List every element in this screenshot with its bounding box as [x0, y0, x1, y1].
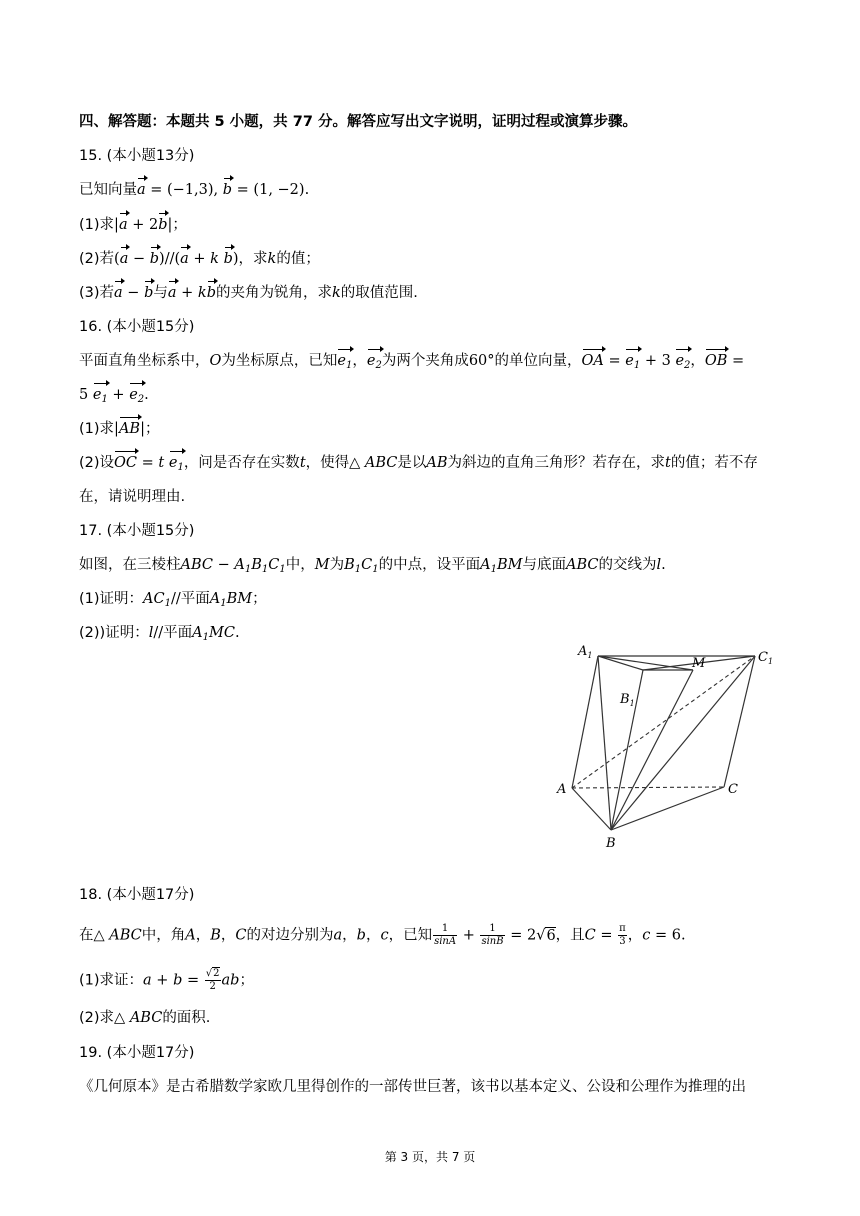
problem-16-header: 16. (本小题15分) — [79, 319, 195, 335]
problem-19-header: 19. (本小题17分) — [79, 1045, 195, 1061]
problem-18-header: 18. (本小题17分) — [79, 887, 195, 903]
edge-aa1 — [572, 656, 598, 788]
edge-b-c — [611, 787, 724, 830]
edge-a-b — [572, 788, 611, 830]
problem-16-line2: 5 $e_1 + e_2$. — [79, 385, 149, 410]
edge-b-c1 — [611, 656, 755, 830]
label-b: B — [606, 836, 616, 851]
problem-17-part2: (2))证明：l//平面$A_1MC$. — [79, 625, 240, 643]
problem-15-part3: (3)若a − b与a + kb的夹角为锐角，求k的取值范围. — [79, 285, 418, 301]
problem-17-part1: (1)证明：$AC_1//$平面$A_1BM$； — [79, 591, 267, 609]
label-m: M — [692, 656, 706, 671]
label-c1: $C_1$ — [758, 650, 774, 666]
section-heading: 四、解答题：本题共 5 小题，共 77 分。解答应写出文字说明，证明过程或演算步骤。 — [79, 114, 637, 130]
problem-17-header: 17. (本小题15分) — [79, 523, 195, 539]
edge-a1-b — [598, 656, 611, 830]
label-a: A — [557, 782, 567, 797]
problem-17-given: 如图，在三棱柱ABC − $A_1B_1C_1$中，M为$B_1C_1$的中点，设平面$A_1BM$与底面ABC的交线为l. — [79, 557, 666, 575]
edge-a1-m — [598, 656, 693, 670]
problem-18-part2: (2)求△ ABC的面积. — [79, 1010, 211, 1026]
problem-16-part2-cont: 在，请说明理由. — [79, 489, 186, 505]
problem-16-line1: 平面直角坐标系中，O为坐标原点，已知$e_1$，$e_2$为两个夹角成60°的单位向量，OA = $e_1 + 3$ $e_2$，OB = — [79, 351, 744, 376]
problem-16-part1: (1)求|AB|； — [79, 421, 160, 437]
problem-18-given: 在△ ABC中，角A，B，C的对边分别为a，b，c，已知 $\frac{1}{\sin A}$ + $\frac{1}{\sin B}$ = 2√6，且C = $\frac{\pi}{3}$ ，c = 6. — [79, 923, 686, 947]
page-footer: 第 3 页，共 7 页 — [384, 1150, 476, 1164]
problem-15-header: 15. (本小题13分) — [79, 148, 195, 164]
problem-16-part2: (2)设OC = t $e_1$，问是否存在实数t，使得△ ABC是以AB为斜边的直角三角形？若存在，求t的值；若不存 — [79, 453, 758, 478]
problem-15-given: 已知向量a = (−1,3), b = (1, −2). — [79, 182, 310, 198]
problem-15-part2: (2)若(a − b)//(a + k b)，求k的值； — [79, 251, 320, 267]
label-a1: $A_1$ — [578, 644, 593, 660]
problem-15-part1: (1)求|a + 2b|； — [79, 217, 187, 233]
edge-a-c-dashed — [572, 787, 724, 788]
edge-a1-b1 — [598, 656, 643, 670]
prism-figure — [548, 636, 788, 856]
label-b1: $B_1$ — [620, 692, 635, 708]
problem-18-part1: (1)求证：a + b = $\frac{√2}{2}$ ab； — [79, 968, 254, 992]
label-c: C — [728, 782, 738, 797]
problem-19-text: 《几何原本》是古希腊数学家欧几里得创作的一部传世巨著，该书以基本定义、公设和公理作为推理的出 — [79, 1079, 746, 1095]
